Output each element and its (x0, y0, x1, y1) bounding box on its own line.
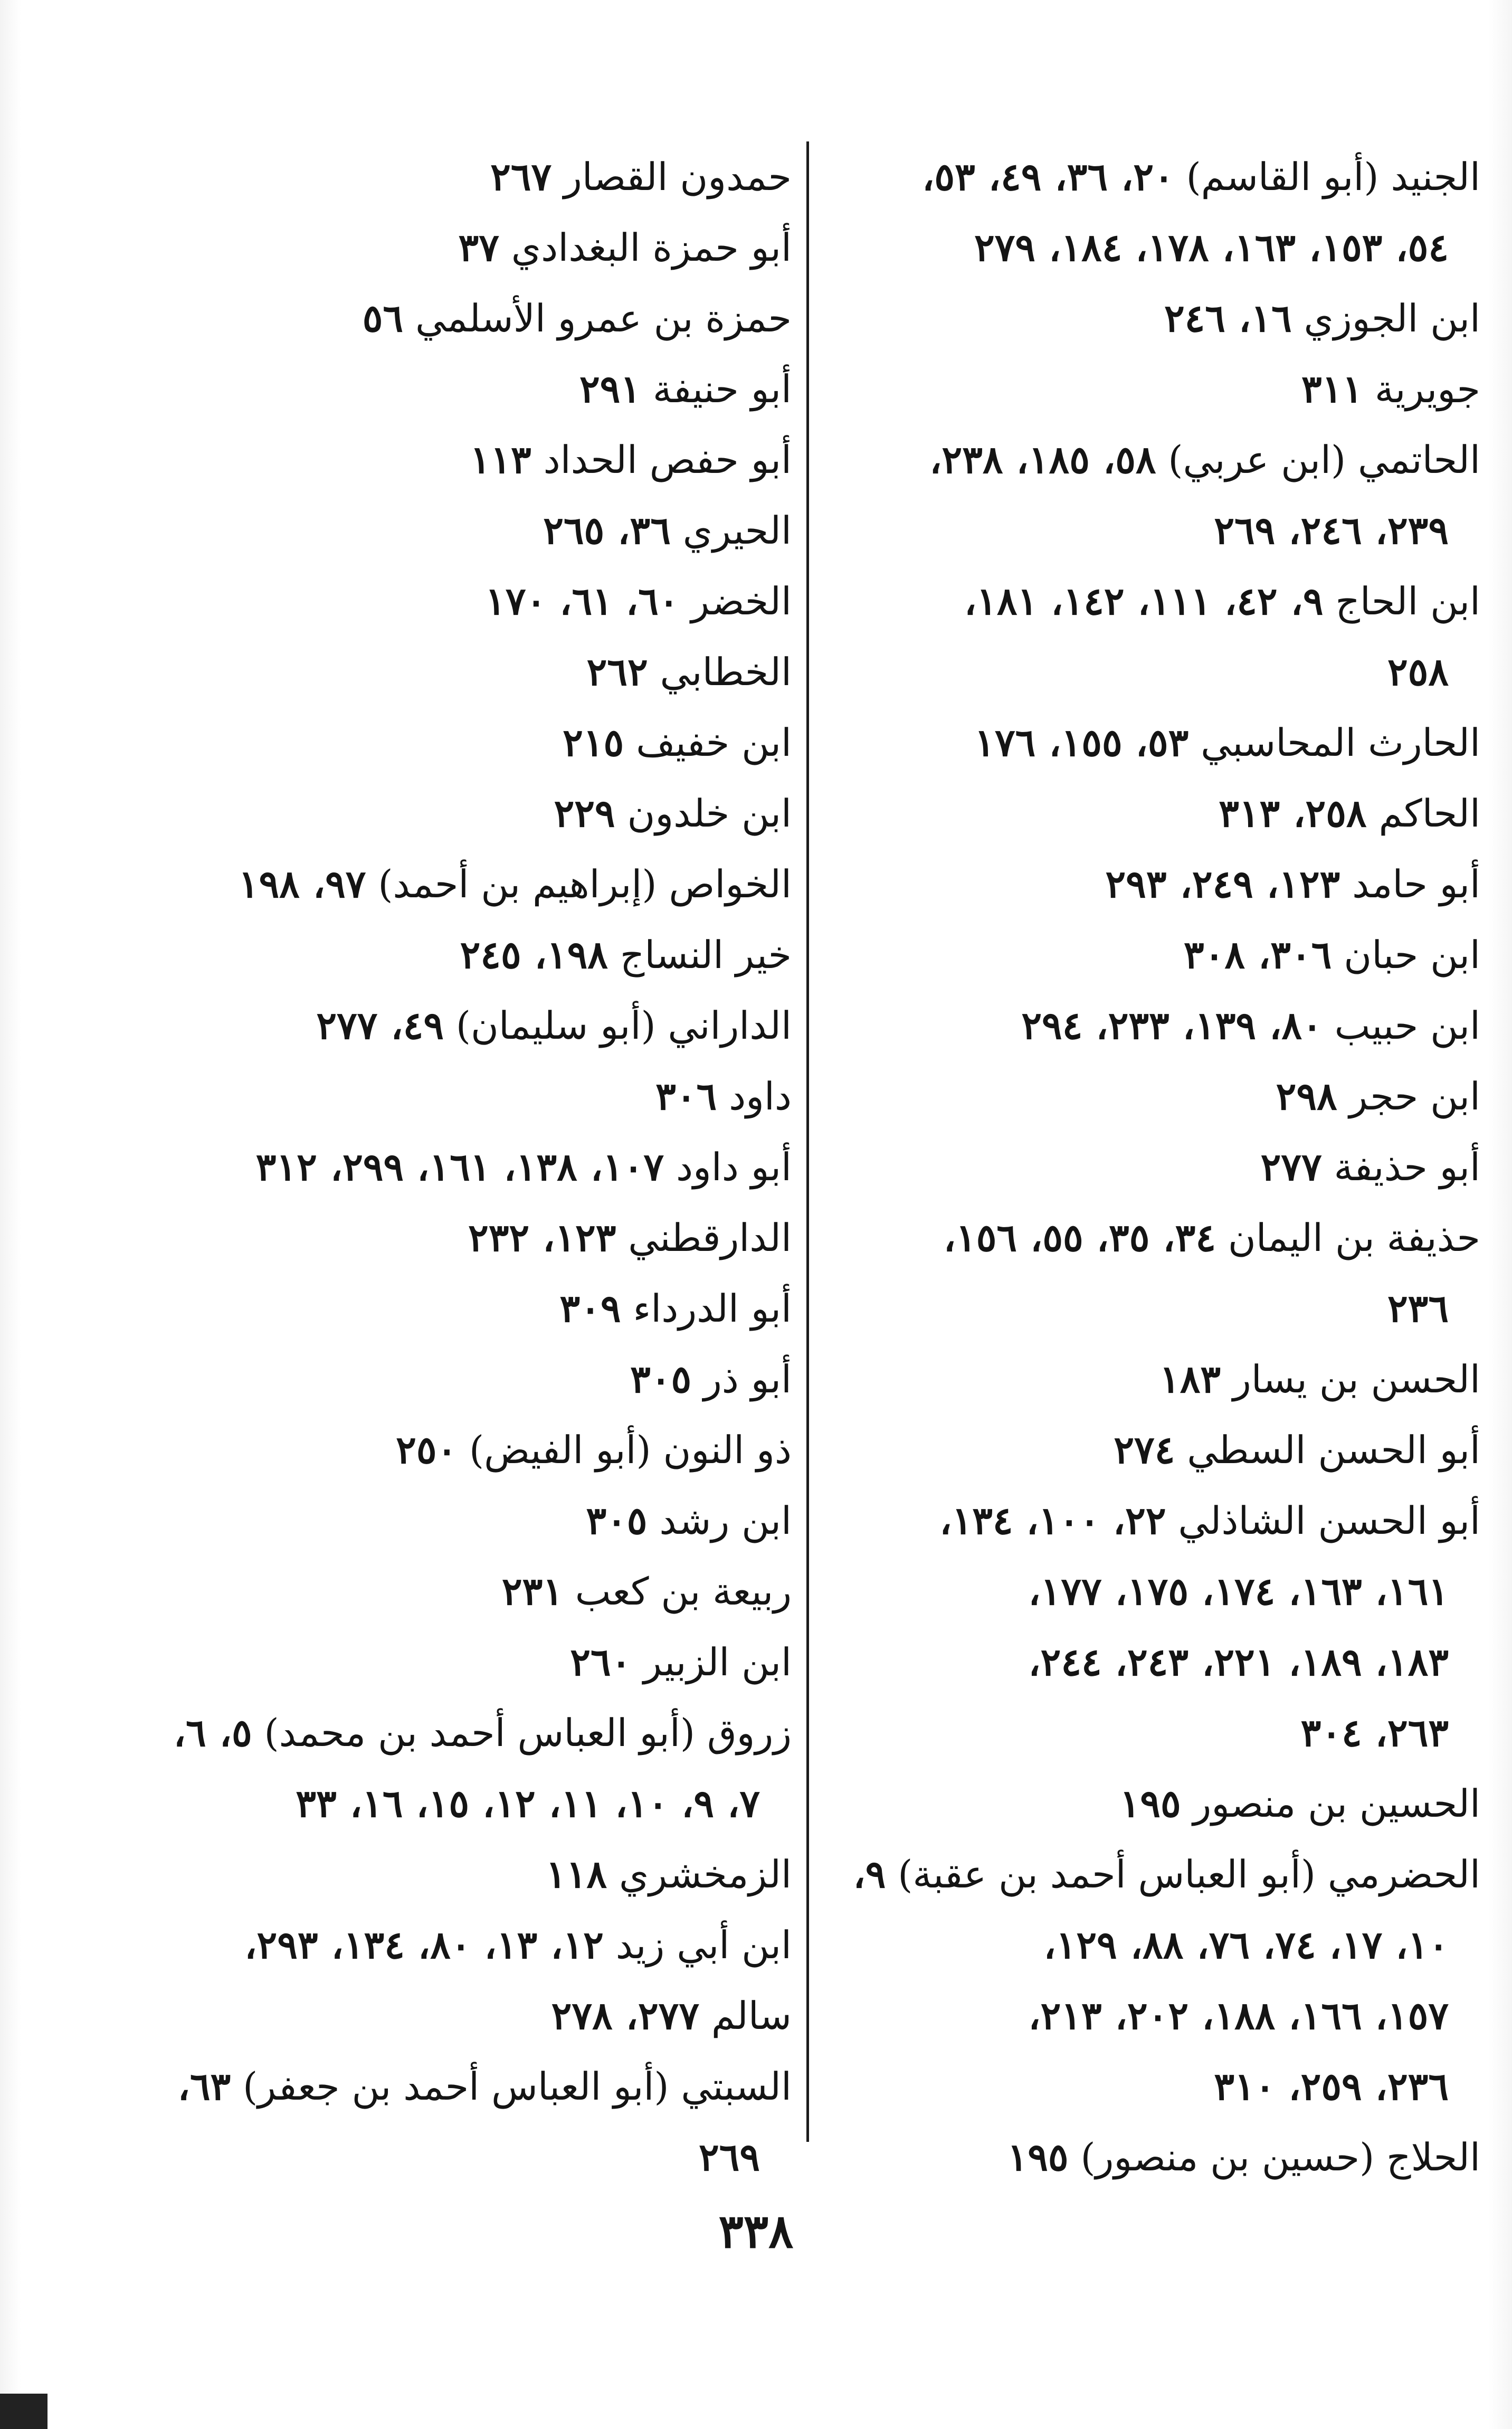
index-entry (794, 1415, 1480, 1485)
index-entry (794, 424, 1480, 495)
index-entry (794, 707, 1480, 778)
entry-page-numbers: ٢٢٩ (554, 791, 615, 836)
entry-name: أبو حمزة البغدادي (511, 225, 792, 270)
index-entry (106, 283, 792, 354)
entry-name: ابن خفيف (636, 720, 792, 765)
entry-page-numbers: ١٦، ٢٤٦ (1164, 296, 1292, 340)
index-entry (794, 566, 1480, 637)
entry-name: السبتي (أبو العباس أحمد بن جعفر) (243, 2064, 792, 2109)
entry-page-numbers: ١٠، ١٧، ٧٤، ٧٦، ٨٨، ١٢٩، (1043, 1922, 1449, 1967)
index-entry (106, 1556, 792, 1627)
index-entry (106, 637, 792, 707)
index-entry (106, 212, 792, 283)
index-entry (794, 1202, 1480, 1273)
entry-page-numbers: ٢٠، ٣٦، ٤٩، ٥٣، (922, 154, 1174, 199)
entry-page-numbers: ٧، ٩، ١٠، ١١، ١٢، ١٥، ١٦، ٣٣ (296, 1781, 760, 1826)
entry-page-numbers: ٩٧، ١٩٨ (238, 861, 366, 906)
entry-name: الحسين بن منصور (1193, 1781, 1480, 1826)
entry-page-numbers: ٨٠، ١٣٩، ٢٣٣، ٢٩٤ (1021, 1003, 1323, 1048)
index-entry (794, 919, 1480, 990)
index-entry (106, 1839, 792, 1910)
index-entry (106, 1132, 792, 1202)
entry-page-numbers: ٥٣، ١٥٥، ١٧٦ (974, 720, 1189, 765)
index-column-right (794, 141, 1480, 2193)
index-entry-continuation (794, 1627, 1480, 1697)
entry-name: الحيري (682, 508, 792, 553)
index-entry (794, 354, 1480, 424)
index-entry (106, 495, 792, 566)
index-entry (106, 1415, 792, 1485)
entry-name: ابن الحاج (1335, 579, 1480, 623)
entry-page-numbers: ٣٤، ٣٥، ٥٥، ١٥٦، (943, 1215, 1216, 1260)
entry-page-numbers: ٦٣، (177, 2064, 231, 2109)
index-entry (106, 1697, 792, 1768)
entry-page-numbers: ١٨٣، ١٨٩، ٢٢١، ٢٤٣، ٢٤٤، (1028, 1639, 1449, 1684)
index-entry-continuation (106, 2122, 792, 2193)
entry-name: الدارقطني (628, 1216, 792, 1260)
entry-page-numbers: ٢٣٦، ٢٥٩، ٣١٠ (1214, 2064, 1449, 2109)
entry-page-numbers: ٢٩١ (579, 366, 641, 411)
index-entry (106, 919, 792, 990)
entry-page-numbers: ١٩٥ (1119, 1781, 1181, 1826)
column-divider (806, 141, 809, 2142)
entry-name: الخطابي (660, 650, 792, 694)
entry-page-numbers: ١١٣ (470, 437, 531, 482)
entry-name: أبو حامد (1352, 862, 1480, 906)
index-entry (106, 141, 792, 212)
entry-page-numbers: ٣١١ (1301, 366, 1363, 411)
index-entry-continuation (794, 1697, 1480, 1768)
entry-page-numbers: ٦٠، ٦١، ١٧٠ (485, 578, 679, 623)
entry-page-numbers: ٣٠٩ (559, 1286, 621, 1331)
entry-name: الحارث المحاسبي (1201, 720, 1480, 765)
index-entry (794, 141, 1480, 212)
entry-page-numbers: ١٩٥ (1007, 2134, 1069, 2179)
entry-page-numbers: ١٢٣، ٢٤٩، ٢٩٣ (1105, 861, 1340, 906)
entry-name: أبو الدرداء (633, 1286, 792, 1331)
entry-name: أبو داود (676, 1145, 792, 1189)
entry-name: ابن الجوزي (1304, 296, 1480, 340)
entry-page-numbers: ٣٠٥ (630, 1356, 692, 1401)
index-entry (794, 849, 1480, 919)
entry-name: ابن حبان (1344, 933, 1480, 977)
entry-page-numbers: ٣٠٦، ٣٠٨ (1183, 932, 1332, 977)
index-entry (106, 1344, 792, 1415)
entry-page-numbers: ٢٥٠ (396, 1427, 458, 1472)
entry-page-numbers: ٣٠٦ (655, 1074, 717, 1118)
index-entry (106, 354, 792, 424)
entry-page-numbers: ٢٧٤ (1114, 1427, 1175, 1472)
index-entry (794, 1768, 1480, 1839)
index-entry (794, 1132, 1480, 1202)
index-entry (794, 1061, 1480, 1132)
entry-name: ابن حبيب (1334, 1003, 1480, 1048)
index-entry (106, 1980, 792, 2051)
entry-page-numbers: ٢٩٨ (1276, 1074, 1337, 1118)
entry-name: ابن حجر (1349, 1074, 1480, 1118)
entry-name: زروق (أبو العباس أحمد بن محمد) (264, 1711, 792, 1755)
index-entry (794, 283, 1480, 354)
entry-name: أبو حنيفة (652, 367, 792, 411)
entry-page-numbers: ٢٥٨ (1387, 649, 1449, 694)
index-entry (794, 1839, 1480, 1910)
entry-name: ابن الزبير (643, 1640, 792, 1684)
index-entry (794, 778, 1480, 849)
entry-page-numbers: ٢٧٧ (1260, 1144, 1322, 1189)
entry-name: أبو الحسن الشاذلي (1178, 1498, 1480, 1543)
entry-name: الحاتمي (ابن عربي) (1168, 438, 1480, 482)
entry-page-numbers: ١٩٨، ٢٤٥ (460, 932, 608, 977)
entry-page-numbers: ٢٦٧ (490, 154, 552, 199)
entry-name: الزمخشري (619, 1852, 792, 1896)
index-entry (794, 1344, 1480, 1415)
index-entry (106, 1202, 792, 1273)
index-entry (106, 566, 792, 637)
entry-name: ابن أبي زيد (615, 1923, 792, 1967)
entry-page-numbers: ٥٦ (362, 296, 404, 340)
entry-page-numbers: ٣٦، ٢٦٥ (543, 508, 671, 553)
index-entry (106, 990, 792, 1061)
entry-name: الحسن بن يسار (1232, 1357, 1480, 1401)
entry-page-numbers: ٥٨، ١٨٥، ٢٣٨، (929, 437, 1156, 482)
entry-page-numbers: ٤٩، ٢٧٧ (316, 1003, 444, 1048)
entry-name: ذو النون (أبو الفيض) (469, 1428, 792, 1472)
index-entry (106, 1485, 792, 1556)
entry-name: الداراني (أبو سليمان) (455, 1003, 792, 1048)
entry-page-numbers: ٣٧ (458, 225, 499, 270)
entry-name: أبو ذر (703, 1357, 792, 1401)
index-entry-continuation (794, 212, 1480, 283)
entry-name: ابن رشد (659, 1498, 792, 1543)
entry-page-numbers: ١٢، ١٣، ٨٠، ١٣٤، ٢٩٣، (244, 1922, 604, 1967)
index-entry (106, 424, 792, 495)
entry-page-numbers: ١٦١، ١٦٣، ١٧٤، ١٧٥، ١٧٧، (1028, 1569, 1449, 1614)
entry-name: خير النساج (620, 933, 792, 977)
entry-name: ابن خلدون (627, 791, 792, 836)
index-entry-continuation (794, 1910, 1480, 1980)
index-entry (106, 1273, 792, 1344)
entry-name: ربيعة بن كعب (575, 1569, 792, 1614)
entry-name: داود (729, 1074, 792, 1118)
entry-name: الحلاج (حسين بن منصور) (1080, 2135, 1480, 2179)
entry-page-numbers: ٢١٥ (563, 720, 624, 765)
entry-page-numbers: ٥، ٦، (173, 1710, 252, 1755)
index-entry (794, 2122, 1480, 2193)
index-entry (794, 990, 1480, 1061)
index-entry-continuation (794, 1273, 1480, 1344)
entry-name: أبو حذيفة (1334, 1145, 1480, 1189)
entry-page-numbers: ٢٦٣، ٣٠٤ (1300, 1710, 1449, 1755)
entry-page-numbers: ١٥٧، ١٦٦، ١٨٨، ٢٠٢، ٢١٣، (1028, 1993, 1449, 2038)
index-entry (106, 1061, 792, 1132)
index-entry-continuation (794, 495, 1480, 566)
index-entry-continuation (794, 1980, 1480, 2051)
index-entry (106, 1627, 792, 1697)
entry-page-numbers: ٩، ٤٢، ١١١، ١٤٢، ١٨١، (964, 578, 1324, 623)
scan-edge-mark (0, 2394, 47, 2429)
entry-name: الخضر (691, 579, 792, 623)
entry-page-numbers: ٢٦٢ (586, 649, 648, 694)
entry-page-numbers: ٥٤، ١٥٣، ١٦٣، ١٧٨، ١٨٤، ٢٧٩ (974, 225, 1449, 270)
index-entry-continuation (794, 2051, 1480, 2122)
entry-page-numbers: ٣٠٥ (586, 1498, 648, 1543)
entry-name: الحاكم (1378, 791, 1480, 836)
entry-name: الخواص (إبراهيم بن أحمد) (378, 862, 792, 906)
entry-page-numbers: ٢٦٩ (698, 2134, 760, 2179)
entry-page-numbers: ٢٣٩، ٢٤٦، ٢٦٩ (1214, 508, 1449, 553)
index-entry (106, 849, 792, 919)
index-column-left (106, 141, 792, 2193)
entry-page-numbers: ٢٥٨، ٣١٣ (1219, 791, 1367, 836)
entry-name: أبو الحسن السطي (1187, 1428, 1480, 1472)
entry-name: حذيفة بن اليمان (1228, 1216, 1480, 1260)
entry-name: سالم (711, 1994, 792, 2038)
entry-page-numbers: ١٨٣ (1159, 1356, 1221, 1401)
entry-page-numbers: ٢٣١ (501, 1569, 563, 1614)
index-entry (106, 707, 792, 778)
entry-page-numbers: ٢٢، ١٠٠، ١٣٤، (939, 1498, 1166, 1543)
index-entry (106, 1910, 792, 1980)
index-entry-continuation (794, 1556, 1480, 1627)
entry-page-numbers: ٢٣٦ (1387, 1286, 1449, 1331)
entry-name: جويرية (1374, 367, 1480, 411)
entry-name: الجنيد (أبو القاسم) (1186, 155, 1480, 199)
entry-name: الحضرمي (أبو العباس أحمد بن عقبة) (898, 1852, 1480, 1896)
index-entry-continuation (106, 1768, 792, 1839)
entry-name: أبو حفص الحداد (543, 438, 792, 482)
index-entry (794, 1485, 1480, 1556)
entry-name: حمدون القصار (564, 155, 792, 199)
entry-page-numbers: ١١٨ (546, 1852, 607, 1896)
entry-page-numbers: ٩، (853, 1852, 886, 1896)
index-entry (106, 2051, 792, 2122)
entry-page-numbers: ٢٦٠ (570, 1639, 632, 1684)
entry-name: حمزة بن عمرو الأسلمي (415, 296, 792, 340)
entry-page-numbers: ١٢٣، ٢٣٢ (468, 1215, 616, 1260)
entry-page-numbers: ٢٧٧، ٢٧٨ (551, 1993, 699, 2038)
index-entry-continuation (794, 637, 1480, 707)
entry-page-numbers: ١٠٧، ١٣٨، ١٦١، ٢٩٩، ٣١٢ (255, 1144, 664, 1189)
page-number: ٣٣٨ (718, 2204, 794, 2259)
index-entry (106, 778, 792, 849)
